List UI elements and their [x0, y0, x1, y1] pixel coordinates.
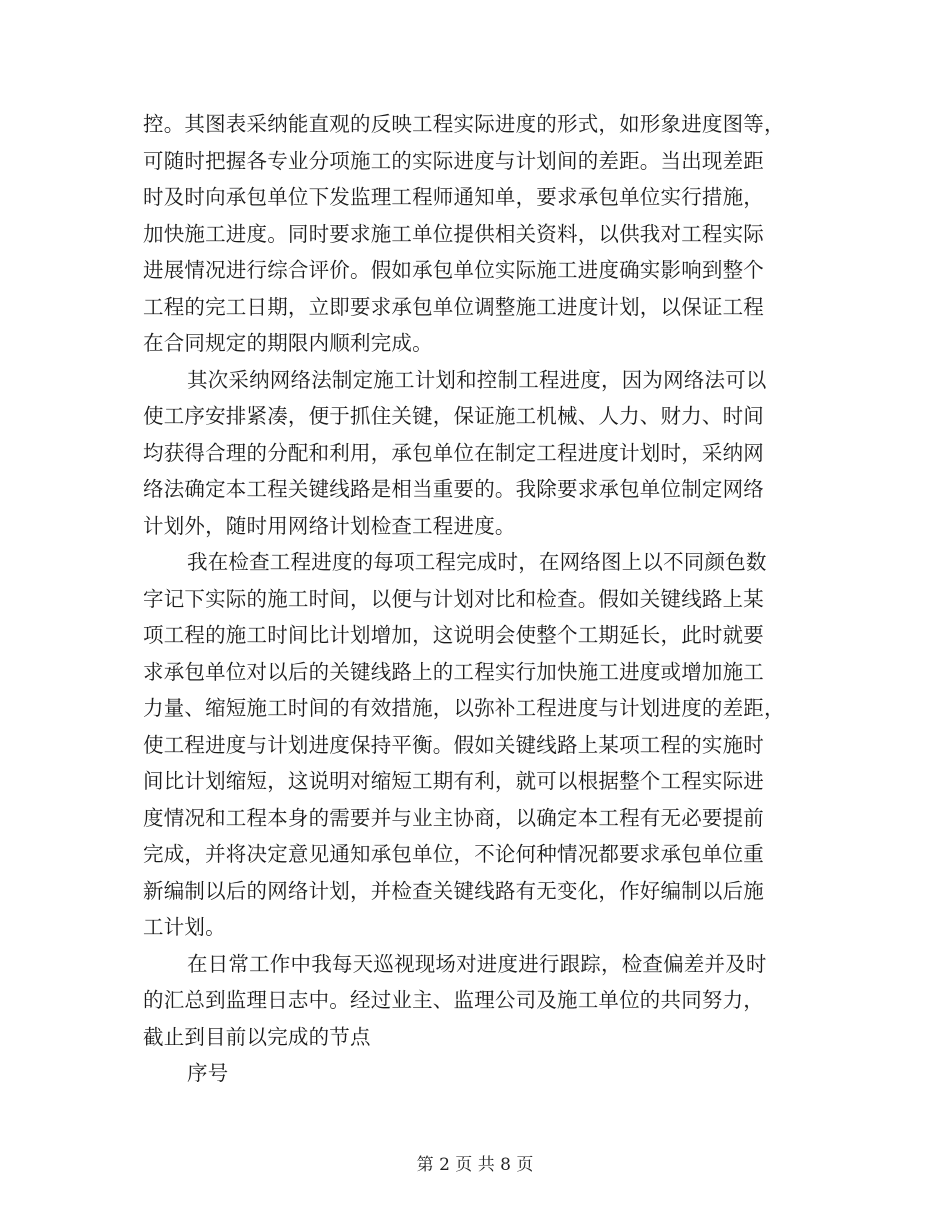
text-line: 求承包单位对以后的关键线路上的工程实行加快施工进度或增加施工 [143, 659, 764, 684]
text-line: 序号 [187, 1061, 229, 1085]
text-line: 工计划。 [143, 915, 226, 939]
paragraph [143, 362, 805, 545]
text-line: 在合同规定的期限内顺利完成。 [143, 331, 433, 355]
text-line: 我在检查工程进度的每项工程完成时，在网络图上以不同颜色数 [187, 550, 767, 574]
text-line: 在日常工作中我每天巡视现场对进度进行跟踪，检查偏差并及时 [187, 951, 767, 976]
text-line: 均获得合理的分配和利用，承包单位在制定工程进度计划时，采纳网 [143, 440, 764, 465]
text-line: 可随时把握各专业分项施工的实际进度与计划间的差距。当出现差距 [143, 148, 764, 173]
text-line: 工程的完工日期，立即要求承包单位调整施工进度计划，以保证工程 [143, 294, 764, 319]
text-line: 间比计划缩短，这说明对缩短工期有利，就可以根据整个工程实际进 [143, 769, 764, 793]
text-line: 截止到目前以完成的节点 [143, 1024, 371, 1049]
paragraph [143, 106, 805, 362]
text-line: 度情况和工程本身的需要并与业主协商，以确定本工程有无必要提前 [143, 805, 764, 830]
text-line: 时及时向承包单位下发监理工程师通知单，要求承包单位实行措施， [143, 185, 764, 209]
text-line: 控。其图表采纳能直观的反映工程实际进度的形式，如形象进度图等， [143, 112, 785, 136]
text-line: 项工程的施工时间比计划增加，这说明会使整个工期延长，此时就要 [143, 623, 764, 647]
text-line: 使工程进度与计划进度保持平衡。假如关键线路上某项工程的实施时 [143, 732, 764, 757]
text-line: 完成，并将决定意见通知承包单位，不论何种情况都要求承包单位重 [143, 842, 764, 866]
paragraph [143, 1055, 805, 1092]
text-line: 加快施工进度。同时要求施工单位提供相关资料，以供我对工程实际 [143, 221, 764, 246]
text-line: 的汇总到监理日志中。经过业主、监理公司及施工单位的共同努力， [143, 988, 764, 1012]
text-line: 力量、缩短施工时间的有效措施，以弥补工程进度与计划进度的差距， [143, 696, 785, 720]
text-line: 络法确定本工程关键线路是相当重要的。我除要求承包单位制定网络 [143, 477, 764, 501]
text-line: 进展情况进行综合评价。假如承包单位实际施工进度确实影响到整个 [143, 258, 764, 282]
document-body [143, 106, 805, 1092]
paragraph [143, 946, 805, 1056]
text-line: 字记下实际的施工时间，以便与计划对比和检查。假如关键线路上某 [143, 586, 764, 611]
text-line: 其次采纳网络法制定施工计划和控制工程进度，因为网络法可以 [187, 367, 767, 392]
page-footer: 第 2 页 共 8 页 [416, 1155, 534, 1175]
text-line: 使工序安排紧凑，便于抓住关键，保证施工机械、人力、财力、时间 [143, 404, 764, 428]
text-line: 计划外，随时用网络计划检查工程进度。 [143, 513, 516, 538]
paragraph [143, 544, 805, 946]
text-line: 新编制以后的网络计划，并检查关键线路有无变化，作好编制以后施 [143, 878, 764, 903]
